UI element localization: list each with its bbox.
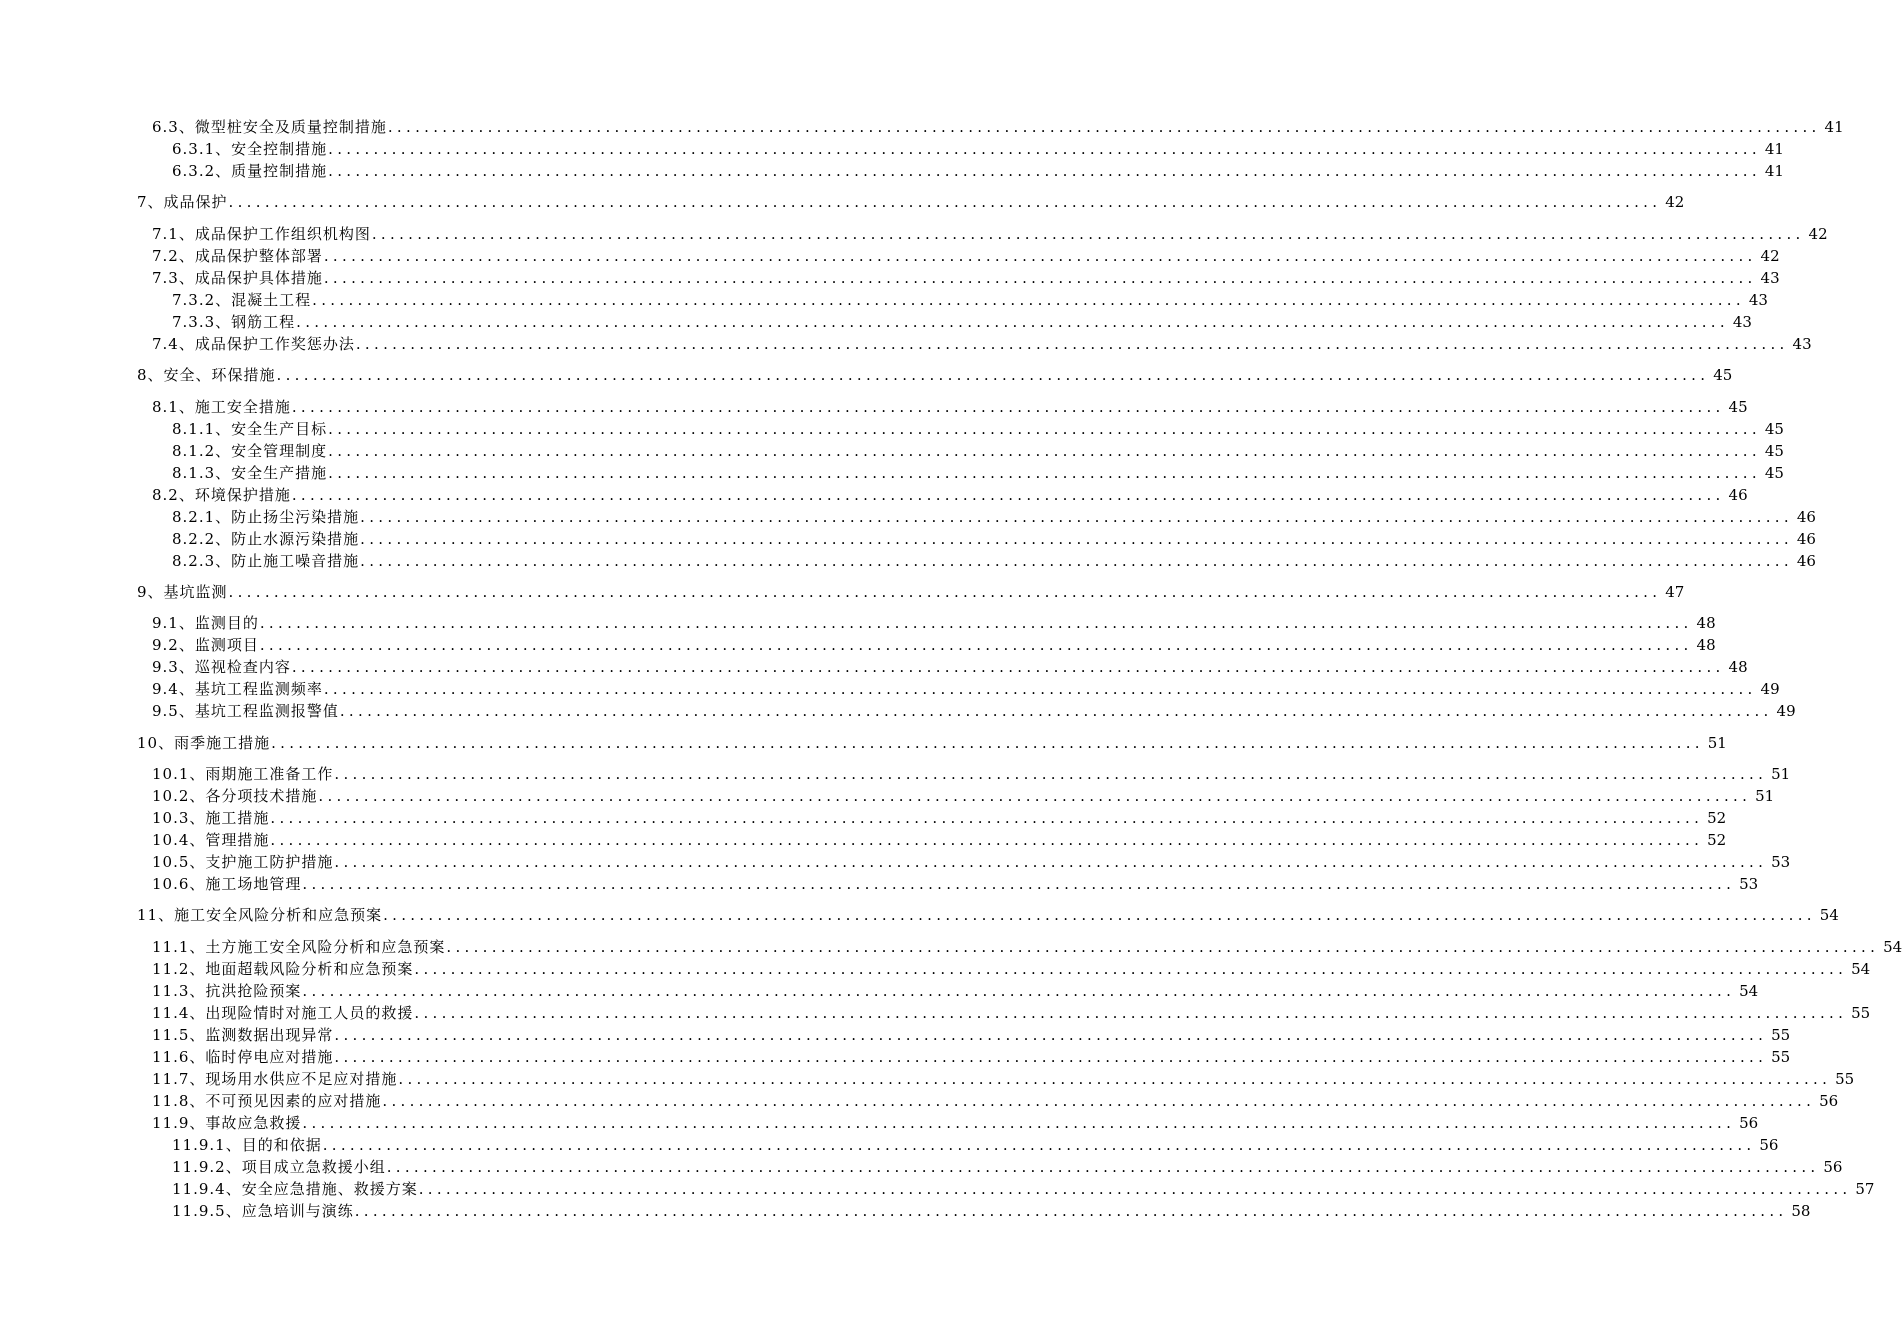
toc-page-number: 45 [1713, 366, 1733, 384]
toc-dot-leader: .............................................................................................................................................................. [334, 1026, 1768, 1044]
toc-entry[interactable] [172, 1132, 1779, 1154]
toc-page-number: 42 [1760, 247, 1780, 265]
toc-entry[interactable] [152, 871, 1759, 893]
toc-entry-title: 8.2.3、防止施工噪音措施 [172, 552, 360, 570]
toc-page-number: 41 [1764, 162, 1784, 180]
toc-entry[interactable] [152, 698, 1796, 720]
toc-entry-title: 10、雨季施工措施 [137, 734, 271, 752]
toc-page-number: 51 [1755, 787, 1775, 805]
toc-dot-leader: .............................................................................................................................................................. [339, 702, 1773, 720]
toc-page-number: 46 [1728, 486, 1748, 504]
toc-entry[interactable] [152, 1000, 1871, 1022]
toc-entry-title: 11.1、土方施工安全风险分析和应急预案 [152, 938, 446, 956]
toc-page-number: 52 [1707, 809, 1727, 827]
toc-entry[interactable] [172, 309, 1752, 331]
toc-page-number: 41 [1764, 140, 1784, 158]
toc-dot-leader: .............................................................................................................................................................. [323, 247, 1757, 265]
toc-page-number: 49 [1760, 680, 1780, 698]
toc-entry-title: 7.3、成品保护具体措施 [152, 269, 323, 287]
toc-dot-leader: .............................................................................................................................................................. [271, 734, 1704, 752]
toc-entry-title: 11.9.2、项目成立急救援小组 [172, 1158, 386, 1176]
toc-entry-title: 11.8、不可预见因素的应对措施 [152, 1092, 382, 1110]
toc-page-number: 47 [1665, 583, 1685, 601]
toc-dot-leader: .............................................................................................................................................................. [291, 398, 1725, 416]
toc-dot-leader: .............................................................................................................................................................. [398, 1070, 1832, 1088]
toc-entry-title: 11.5、监测数据出现异常 [152, 1026, 334, 1044]
toc-entry[interactable] [152, 610, 1716, 632]
toc-entry[interactable] [152, 761, 1791, 783]
toc-page-number: 54 [1819, 906, 1839, 924]
toc-page-number: 53 [1771, 853, 1791, 871]
toc-entry-title: 7、成品保护 [137, 193, 228, 211]
toc-entry[interactable] [152, 1088, 1839, 1110]
toc-dot-leader: .............................................................................................................................................................. [446, 938, 1880, 956]
toc-entry[interactable] [172, 526, 1816, 548]
toc-dot-leader: .............................................................................................................................................................. [328, 162, 1761, 180]
toc-entry[interactable] [137, 189, 1685, 211]
toc-entry-title: 10.6、施工场地管理 [152, 875, 302, 893]
toc-dot-leader: .............................................................................................................................................................. [291, 486, 1725, 504]
toc-entry-title: 11.7、现场用水供应不足应对措施 [152, 1070, 398, 1088]
toc-entry[interactable] [172, 1154, 1843, 1176]
toc-dot-leader: .............................................................................................................................................................. [328, 442, 1761, 460]
toc-entry-title: 8.1、施工安全措施 [152, 398, 291, 416]
toc-page-number: 56 [1739, 1114, 1759, 1132]
toc-entry[interactable] [172, 548, 1816, 570]
toc-dot-leader: .............................................................................................................................................................. [259, 636, 1693, 654]
toc-entry[interactable] [152, 827, 1727, 849]
toc-entry[interactable] [137, 362, 1733, 384]
toc-dot-leader: .............................................................................................................................................................. [371, 225, 1805, 243]
toc-page-number: 56 [1759, 1136, 1779, 1154]
toc-dot-leader: .............................................................................................................................................................. [334, 1048, 1768, 1066]
toc-dot-leader: .............................................................................................................................................................. [228, 583, 1662, 601]
toc-entry-title: 7.2、成品保护整体部署 [152, 247, 323, 265]
toc-entry[interactable] [172, 460, 1784, 482]
toc-entry-title: 11.4、出现险情时对施工人员的救援 [152, 1004, 414, 1022]
toc-entry-title: 11.2、地面超载风险分析和应急预案 [152, 960, 414, 978]
toc-entry[interactable] [152, 243, 1780, 265]
toc-entry-title: 9.5、基坑工程监测报警值 [152, 702, 339, 720]
toc-page-number: 46 [1796, 508, 1816, 526]
toc-dot-leader: .............................................................................................................................................................. [328, 140, 1761, 158]
toc-entry-title: 7.3.2、混凝土工程 [172, 291, 312, 309]
toc-page-number: 53 [1739, 875, 1759, 893]
toc-entry[interactable] [172, 136, 1784, 158]
toc-entry-title: 7.1、成品保护工作组织机构图 [152, 225, 371, 243]
toc-entry[interactable] [152, 849, 1791, 871]
toc-entry[interactable] [152, 394, 1748, 416]
toc-entry[interactable] [152, 265, 1780, 287]
toc-entry-title: 8.2.2、防止水源污染措施 [172, 530, 360, 548]
toc-page-number: 55 [1771, 1048, 1791, 1066]
toc-page-number: 57 [1855, 1180, 1875, 1198]
toc-entry-title: 7.4、成品保护工作奖惩办法 [152, 335, 355, 353]
toc-entry-title: 11.6、临时停电应对措施 [152, 1048, 334, 1066]
toc-page-number: 42 [1808, 225, 1828, 243]
toc-entry[interactable] [152, 221, 1828, 243]
toc-entry-title: 11、施工安全风险分析和应急预案 [137, 906, 383, 924]
toc-page-number: 51 [1707, 734, 1727, 752]
toc-dot-leader: .............................................................................................................................................................. [322, 1136, 1756, 1154]
toc-page-number: 56 [1819, 1092, 1839, 1110]
toc-dot-leader: .............................................................................................................................................................. [270, 809, 1704, 827]
toc-entry-title: 11.9.4、安全应急措施、救援方案 [172, 1180, 418, 1198]
toc-dot-leader: .............................................................................................................................................................. [354, 1202, 1788, 1220]
toc-entry-title: 10.5、支护施工防护措施 [152, 853, 334, 871]
toc-dot-leader: .............................................................................................................................................................. [418, 1180, 1852, 1198]
toc-entry-title: 7.3.3、钢筋工程 [172, 313, 296, 331]
toc-dot-leader: .............................................................................................................................................................. [270, 831, 1704, 849]
toc-dot-leader: .............................................................................................................................................................. [414, 1004, 1848, 1022]
toc-dot-leader: .............................................................................................................................................................. [386, 1158, 1820, 1176]
toc-dot-leader: .............................................................................................................................................................. [334, 853, 1768, 871]
toc-entry-title: 10.3、施工措施 [152, 809, 270, 827]
toc-page-number: 45 [1764, 464, 1784, 482]
toc-dot-leader: .............................................................................................................................................................. [414, 960, 1848, 978]
toc-page-number: 49 [1776, 702, 1796, 720]
toc-entry[interactable] [152, 805, 1727, 827]
toc-dot-leader: .............................................................................................................................................................. [259, 614, 1693, 632]
toc-entry[interactable] [172, 287, 1768, 309]
toc-entry[interactable] [172, 416, 1784, 438]
toc-dot-leader: .............................................................................................................................................................. [291, 658, 1725, 676]
toc-entry-title: 8.2.1、防止扬尘污染措施 [172, 508, 360, 526]
toc-page-number: 55 [1851, 1004, 1871, 1022]
toc-entry-title: 8.2、环境保护措施 [152, 486, 291, 504]
toc-page-number: 45 [1728, 398, 1748, 416]
toc-entry-title: 9.4、基坑工程监测频率 [152, 680, 323, 698]
toc-dot-leader: .............................................................................................................................................................. [276, 366, 1710, 384]
toc-entry-title: 9.1、监测目的 [152, 614, 259, 632]
toc-entry[interactable] [152, 654, 1748, 676]
toc-page-number: 51 [1771, 765, 1791, 783]
toc-entry-title: 8.1.2、安全管理制度 [172, 442, 328, 460]
toc-entry[interactable] [137, 902, 1839, 924]
toc-entry[interactable] [172, 1176, 1875, 1198]
toc-entry-title: 6.3.2、质量控制措施 [172, 162, 328, 180]
toc-entry[interactable] [152, 632, 1716, 654]
toc-page-number: 54 [1851, 960, 1871, 978]
toc-entry[interactable] [152, 978, 1759, 1000]
toc-entry-title: 8.1.3、安全生产措施 [172, 464, 328, 482]
toc-entry-title: 11.9、事故应急救援 [152, 1114, 302, 1132]
toc-dot-leader: .............................................................................................................................................................. [387, 118, 1821, 136]
toc-dot-leader: .............................................................................................................................................................. [228, 193, 1662, 211]
toc-page-number: 43 [1792, 335, 1812, 353]
toc-page-number: 45 [1764, 442, 1784, 460]
toc-entry[interactable] [152, 114, 1844, 136]
toc-page-number: 54 [1883, 938, 1902, 956]
toc-page-number: 54 [1739, 982, 1759, 1000]
toc-dot-leader: .............................................................................................................................................................. [302, 982, 1736, 1000]
toc-entry[interactable] [172, 1198, 1811, 1220]
toc-dot-leader: .............................................................................................................................................................. [334, 765, 1768, 783]
toc-dot-leader: .............................................................................................................................................................. [360, 508, 1793, 526]
toc-entry[interactable] [152, 1066, 1855, 1088]
toc-entry-title: 6.3、微型桩安全及质量控制措施 [152, 118, 387, 136]
toc-entry[interactable] [137, 730, 1727, 752]
toc-entry-title: 11.3、抗洪抢险预案 [152, 982, 302, 1000]
toc-page-number: 48 [1696, 636, 1716, 654]
toc-page-number: 45 [1764, 420, 1784, 438]
toc-entry-title: 11.9.5、应急培训与演练 [172, 1202, 354, 1220]
toc-dot-leader: .............................................................................................................................................................. [328, 420, 1761, 438]
toc-page-number: 43 [1732, 313, 1752, 331]
toc-entry[interactable] [152, 482, 1748, 504]
toc-entry[interactable] [152, 783, 1775, 805]
toc-page-number: 41 [1824, 118, 1844, 136]
toc-entry-title: 6.3.1、安全控制措施 [172, 140, 328, 158]
toc-page-number: 48 [1696, 614, 1716, 632]
toc-dot-leader: .............................................................................................................................................................. [302, 1114, 1736, 1132]
toc-entry-title: 8.1.1、安全生产目标 [172, 420, 328, 438]
toc-page-number: 56 [1823, 1158, 1843, 1176]
toc-dot-leader: .............................................................................................................................................................. [318, 787, 1752, 805]
toc-entry[interactable] [152, 1044, 1791, 1066]
toc-page-number: 58 [1791, 1202, 1811, 1220]
toc-entry-title: 9.2、监测项目 [152, 636, 259, 654]
toc-entry[interactable] [152, 331, 1812, 353]
toc-dot-leader: .............................................................................................................................................................. [355, 335, 1789, 353]
toc-entry[interactable] [152, 956, 1871, 978]
toc-page-number: 48 [1728, 658, 1748, 676]
toc-entry[interactable] [152, 676, 1780, 698]
toc-page-number: 43 [1748, 291, 1768, 309]
toc-page-number: 46 [1796, 552, 1816, 570]
toc-dot-leader: .............................................................................................................................................................. [296, 313, 1729, 331]
toc-dot-leader: .............................................................................................................................................................. [382, 1092, 1816, 1110]
toc-entry[interactable] [172, 438, 1784, 460]
toc-entry[interactable] [152, 1110, 1759, 1132]
toc-dot-leader: .............................................................................................................................................................. [383, 906, 1816, 924]
toc-page-number: 42 [1665, 193, 1685, 211]
toc-page-number: 52 [1707, 831, 1727, 849]
toc-dot-leader: .............................................................................................................................................................. [302, 875, 1736, 893]
toc-entry[interactable] [152, 934, 1902, 956]
toc-dot-leader: .............................................................................................................................................................. [360, 552, 1793, 570]
toc-entry-title: 8、安全、环保措施 [137, 366, 276, 384]
toc-entry-title: 9.3、巡视检查内容 [152, 658, 291, 676]
toc-page-number: 55 [1835, 1070, 1855, 1088]
toc-page-number: 43 [1760, 269, 1780, 287]
toc-dot-leader: .............................................................................................................................................................. [312, 291, 1745, 309]
toc-entry-title: 9、基坑监测 [137, 583, 228, 601]
toc-entry-title: 10.4、管理措施 [152, 831, 270, 849]
toc-dot-leader: .............................................................................................................................................................. [323, 269, 1757, 287]
toc-dot-leader: .............................................................................................................................................................. [360, 530, 1793, 548]
toc-dot-leader: .............................................................................................................................................................. [328, 464, 1761, 482]
toc-entry-title: 10.2、各分项技术措施 [152, 787, 318, 805]
toc-dot-leader: .............................................................................................................................................................. [323, 680, 1757, 698]
toc-entry[interactable] [137, 579, 1685, 601]
toc-entry[interactable] [172, 158, 1784, 180]
toc-entry[interactable] [152, 1022, 1791, 1044]
toc-page-number: 46 [1796, 530, 1816, 548]
toc-entry-title: 10.1、雨期施工准备工作 [152, 765, 334, 783]
toc-entry-title: 11.9.1、目的和依据 [172, 1136, 322, 1154]
toc-entry[interactable] [172, 504, 1816, 526]
toc-page-number: 55 [1771, 1026, 1791, 1044]
